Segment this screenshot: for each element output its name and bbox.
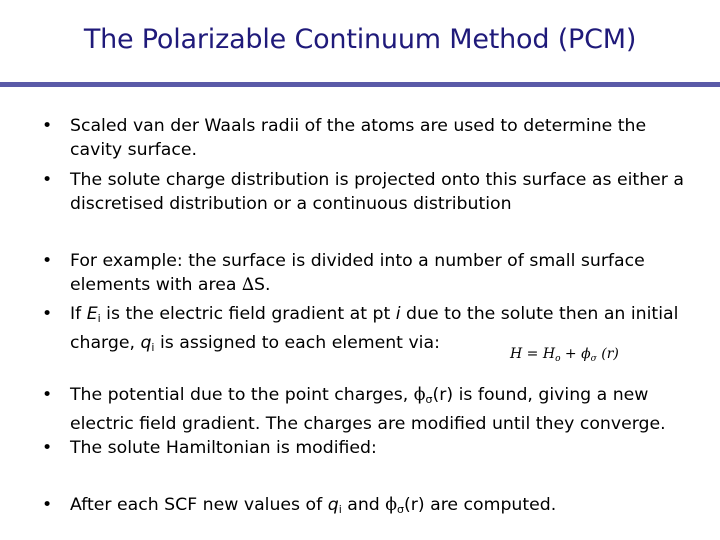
subscript-i: i xyxy=(338,503,342,516)
text-run: The potential due to the point charges, xyxy=(70,385,414,405)
symbol-q: q xyxy=(140,333,152,353)
bullet-text: The solute charge distribution is projected onto this surface as either a discretised distribution or a continuous distribution xyxy=(70,170,684,214)
slide-title: The Polarizable Continuum Method (PCM) xyxy=(83,24,637,55)
eq-subscript-o: o xyxy=(555,354,561,364)
text-run: and xyxy=(341,495,386,515)
bullet-text: The solute Hamiltonian is modified: xyxy=(70,438,377,458)
bullet-dot: • xyxy=(42,251,53,271)
text-run: S. xyxy=(254,275,271,295)
subscript-i: i xyxy=(97,312,101,325)
bullet-dot: • xyxy=(42,385,53,405)
bullet-text xyxy=(70,493,700,522)
delta-symbol: ∆ xyxy=(241,275,255,295)
text-run: If xyxy=(70,304,87,324)
symbol-phi: ϕ xyxy=(413,385,426,405)
subscript-sigma: σ xyxy=(425,393,433,406)
symbol-i: i xyxy=(395,304,401,324)
bullet-text: Scaled van der Waals radii of the atoms are used to determine the cavity surface. xyxy=(70,116,647,160)
text-run: is the electric field gradient at pt xyxy=(100,304,396,324)
title-divider xyxy=(0,82,720,87)
bullet-text xyxy=(70,383,700,436)
subscript-sigma: σ xyxy=(397,503,405,516)
bullet-text xyxy=(70,249,700,297)
bullet-dot: • xyxy=(42,116,53,136)
eq-part: + ϕ xyxy=(560,346,591,362)
text-run: After each SCF new values of xyxy=(70,495,328,515)
text-run: due to the solute then an initial charge, xyxy=(70,304,679,353)
eq-part: (r) xyxy=(596,346,619,362)
eq-subscript-sigma: σ xyxy=(590,354,597,364)
bullet-dot: • xyxy=(42,170,53,190)
subscript-i: i xyxy=(151,341,155,354)
symbol-phi: ϕ xyxy=(385,495,398,515)
bullet-dot: • xyxy=(42,495,53,515)
text-run: (r) are computed. xyxy=(404,495,557,515)
symbol-E: E xyxy=(86,304,98,324)
eq-part: H = H xyxy=(510,346,556,362)
bullet-dot: • xyxy=(42,438,53,458)
text-run: is assigned to each element via: xyxy=(154,333,440,353)
bullet-dot: • xyxy=(42,304,53,324)
hamiltonian-equation xyxy=(510,346,619,364)
text-run: (r) is found, giving a new electric field gradient. The charges are modified until they converge. xyxy=(70,385,666,434)
symbol-q: q xyxy=(327,495,339,515)
text-run: For example: the surface is divided into a number of small surface elements with area xyxy=(70,251,645,295)
